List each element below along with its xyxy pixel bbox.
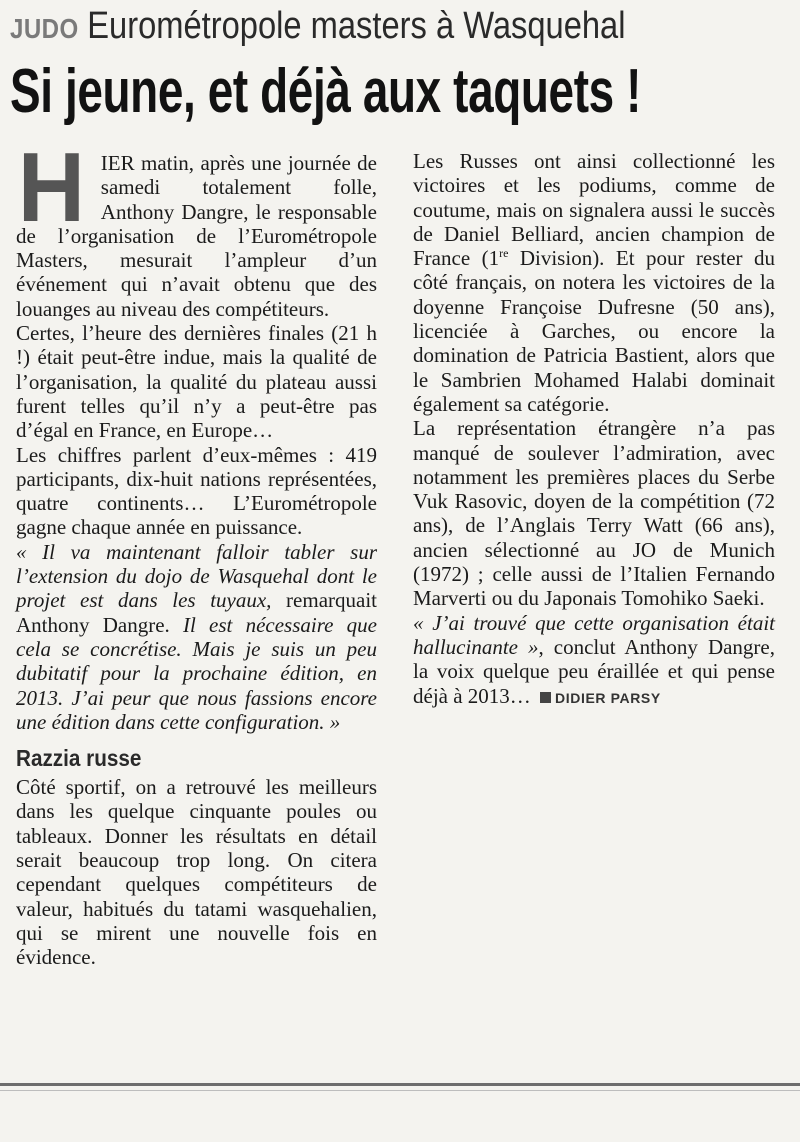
quote-attribution: remarquait Anthony Dangre. — [16, 588, 378, 637]
byline-square-icon — [540, 692, 551, 703]
paragraph: La représentation étrangère n’a pas manqué de soulever l’admiration, avec notamment les premières places du Serbe Vuk Rasovic, doyen de la compétition (72 ans), de l’Anglais Terry Watt (66 ans), ancien sélectionné au JO de Munich (1972) ; celle aussi de l’Italien Fernando Marverti ou du Japonais Tomohiko Saeki. — [413, 416, 775, 611]
drop-cap: H — [17, 132, 86, 242]
intro-text: IER matin, après une journée de samedi totalement folle, Anthony Dangre, le responsable de l’organisation de l’Eurométropole Masters, mesurait l’ampleur d’un événement qui n’avait obtenu que des louanges au niveau des compétiteurs. — [16, 151, 377, 321]
article-topic: Eurométropole masters à Wasquehal — [87, 5, 626, 47]
subheading: Razzia russe — [16, 745, 142, 772]
paragraph: Certes, l’heure des dernières finales (21 h !) était peut-être indue, mais la qualité de l’organisation, la qualité du plateau aussi furent telles qu’il n’y a peut-être pas d’égal en France, en Europe… — [16, 321, 377, 443]
ordinal-superscript: re — [499, 246, 509, 261]
quote-text: « J’ai trouvé que cette organisation était hallucinante » — [413, 610, 775, 659]
paragraph: Côté sportif, on a retrouvé les meilleurs dans les quelque cinquante poules ou tableaux. Donner les résultats en détail serait beaucoup trop long. On citera cependant quelques compétiteurs de valeur, habitués du tatami wasquehalien, qui se mirent une nouvelle fois en évidence. — [16, 775, 377, 970]
bottom-rule-thin — [0, 1090, 800, 1091]
quote-text: « Il va maintenant falloir tabler sur l’extension du dojo de Wasquehal dont le projet est dans les tuyaux, — [16, 539, 377, 613]
byline: DIDIER PARSY — [555, 689, 661, 706]
quote-text: Il est nécessaire que cela se concrétise. Mais je suis un peu dubitatif pour la prochaine édition, en 2013. J’ai peur que nous fassions encore une édition dans cette configuration. » — [16, 612, 377, 734]
section-rubric: JUDO — [10, 13, 79, 44]
paragraph-intro — [16, 132, 377, 321]
paragraph-quote — [16, 540, 377, 734]
headline: Si jeune, et déjà aux taquets ! — [10, 57, 642, 126]
paragraph-closing: « J’ai trouvé que cette organisation était hallucinante », conclut Anthony Dangre, la voix quelque peu éraillée et qui pense déjà à 2013… DIDIER PARSY — [413, 610, 775, 708]
article-column-left — [16, 132, 378, 970]
paragraph: Les chiffres parlent d’eux-mêmes : 419 participants, dix-huit nations représentées, quatre continents… L’Eurométropole gagne chaque année en puissance. — [16, 442, 377, 540]
article-column-right — [413, 149, 775, 710]
article-kicker — [10, 2, 681, 50]
bottom-rule — [0, 1083, 800, 1086]
paragraph: Les Russes ont ainsi collectionné les victoires et les podiums, comme de coutume, mais on signalera aussi le succès de Daniel Belliard, ancien champion de France (1re Division). Et pour rester du côté français, on notera les victoires de la doyenne Françoise Dufresne (50 ans), licenciée à Garches, ou encore la domination de Patricia Bastient, alors que le Sambrien Mohamed Halabi dominait également sa catégorie. — [413, 149, 775, 416]
